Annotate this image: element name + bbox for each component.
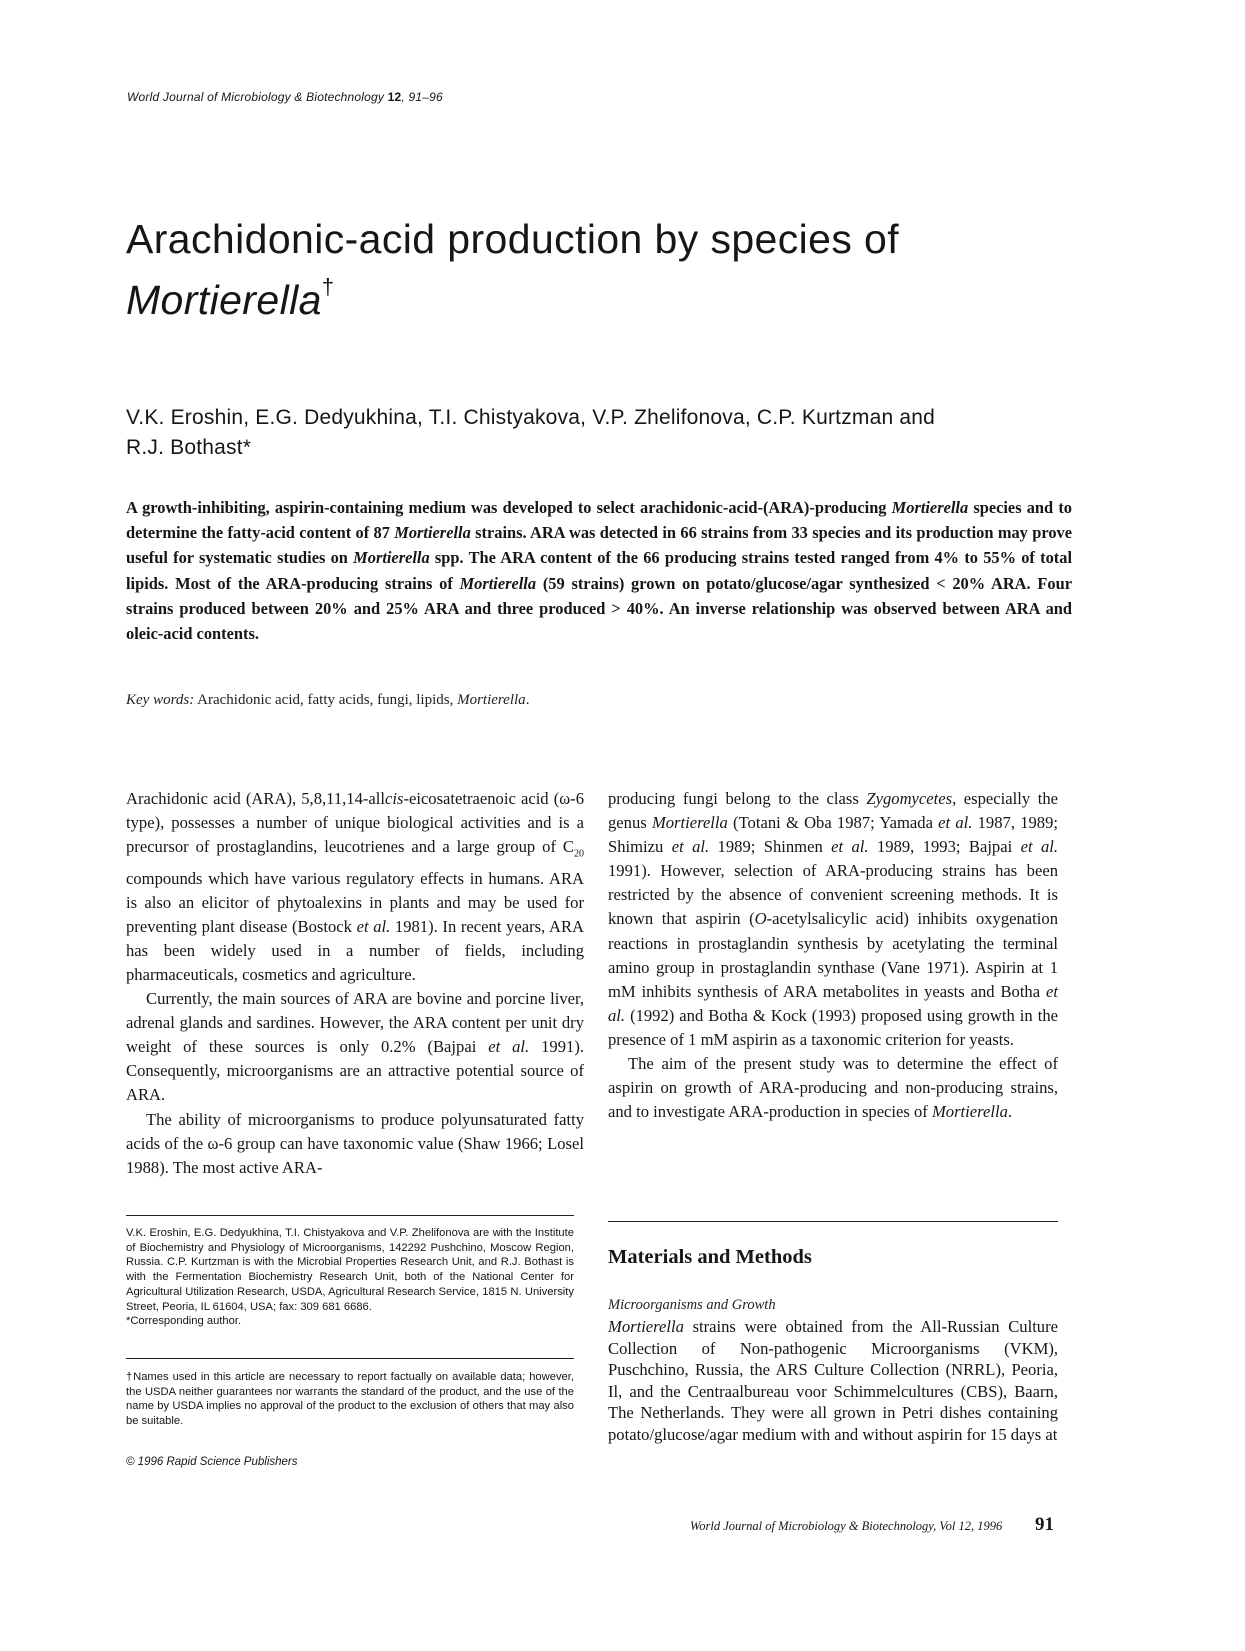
body-paragraph: Currently, the main sources of ARA are bovine and porcine liver, adrenal glands and sardines. However, the ARA content per unit dry weight of these sources is only 0.2% (Bajpai et al. 1991). Consequently, microorganisms are an attractive potential source of ARA. (126, 989, 584, 1105)
keywords-label: Key words: (126, 692, 195, 708)
running-head-volume: 12 (387, 90, 402, 104)
body-paragraph: The ability of microorganisms to produce polyunsaturated fatty acids of the ω-6 group can have taxonomic value (Shaw 1966; Losel 1988). The most active ARA- (126, 1109, 584, 1177)
paper-title (126, 215, 1126, 324)
footnote-divider (126, 1358, 574, 1359)
corresponding-author-note: *Corresponding author. (126, 1315, 242, 1328)
disclaimer-footnote: †Names used in this article are necessary to report factually on available data; however, the USDA neither guarantees nor warrants the standard of the product, and the use of the name by USDA implies no approval of the product to the exclusion of others that may also be suitable. (126, 1371, 574, 1428)
body-paragraph: Arachidonic acid (ARA), 5,8,11,14-allcis-eicosatetraenoic acid (ω-6 type), possesses a number of unique biological activities and is a precursor of prostaglandins, leucotrienes and a large group of $C_{20}$ compounds which have various regulatory effects in humans. ARA is also an elicitor of phytoalexins in plants and may be used for preventing plant disease (Bostock et al. 1981). In recent years, ARA has been widely used in a number of fields, including pharmaceuticals, cosmetics and agriculture. (126, 789, 584, 984)
section-rule (608, 1221, 1058, 1222)
abstract: A growth-inhibiting, aspirin-containing medium was developed to select arachidonic-acid-(ARA)-producing Mortierella species and to determine the fatty-acid content of 87 Mortierella strains. ARA was detected in 66 strains from 33 species and its production may prove useful for systematic studies on Mortierella spp. The ARA content of the 66 producing strains tested ranged from 4% to 55% of total lipids. Most of the ARA-producing strains of Mortierella (59 strains) grown on potato/glucose/agar synthesized < 20% ARA. Four strains produced between 20% and 25% ARA and three produced > 40%. An inverse relationship was observed between ARA and oleic-acid contents. (126, 498, 1072, 644)
running-head (127, 90, 443, 104)
methods-paragraph: Mortierella strains were obtained from the All-Russian Culture Collection of Non-pathogenic Microorganisms (VKM), Puschchino, Russia, the ARS Culture Collection (NRRL), Peoria, Il, and the Centraalbureau voor Schimmelcultures (CBS), Baarn, The Netherlands. They were all grown in Petri dishes containing potato/glucose/agar medium with and without aspirin for 15 days at (608, 1317, 1058, 1444)
running-head-pages: , 91–96 (401, 90, 443, 104)
keywords: Key words: Arachidonic acid, fatty acids, fungi, lipids, Mortierella. (126, 692, 530, 708)
body-paragraph: The aim of the present study was to determine the effect of aspirin on growth of ARA-producing and non-producing strains, and to investigate ARA-production in species of Mortierella. (608, 1054, 1058, 1122)
page-number: 91 (1035, 1514, 1054, 1535)
subsection-heading: Microorganisms and Growth (608, 1297, 776, 1313)
body-column-left (126, 787, 584, 1180)
footer-journal: World Journal of Microbiology & Biotechnology, Vol 12, 1996 (690, 1519, 1003, 1533)
copyright-notice: © 1996 Rapid Science Publishers (126, 1456, 298, 1468)
authors-line-1: V.K. Eroshin, E.G. Dedyukhina, T.I. Chistyakova, V.P. Zhelifonova, C.P. Kurtzman and (126, 406, 936, 429)
section-heading: Materials and Methods (608, 1246, 812, 1268)
authors-line-2: R.J. Bothast* (126, 436, 252, 459)
title-dagger: † (321, 274, 335, 299)
running-head-journal: World Journal of Microbiology & Biotechnology (127, 90, 385, 104)
body-paragraph: producing fungi belong to the class Zygomycetes, especially the genus Mortierella (Totani & Oba 1987; Yamada et al. 1987, 1989; Shimizu et al. 1989; Shinmen et al. 1989, 1993; Bajpai et al. 1991). However, selection of ARA-producing strains has been restricted by the absence of convenient screening methods. It is known that aspirin (O-acetylsalicylic acid) inhibits oxygenation reactions in prostaglandin synthesis by acetylating the terminal amino group in prostaglandin synthase (Vane 1971). Aspirin at 1 mM inhibits synthesis of ARA metabolites in yeasts and Botha et al. (1992) and Botha & Kock (1993) proposed using growth in the presence of 1 mM aspirin as a taxonomic criterion for yeasts. (608, 789, 1059, 1049)
author-list (126, 403, 1086, 463)
title-line-1: Arachidonic-acid production by species of (126, 216, 900, 262)
title-genus: Mortierella (126, 277, 322, 323)
body-column-right (608, 787, 1058, 1124)
affiliation-footnote: V.K. Eroshin, E.G. Dedyukhina, T.I. Chistyakova and V.P. Zhelifonova are with the Institute of Biochemistry and Physiology of Microorganisms, 142292 Pushchino, Moscow Region, Russia. C.P. Kurtzman is with the Microbial Properties Research Unit, and R.J. Bothast is with the Fermentation Biochemistry Research Unit, both of the National Center for Agricultural Utilization Research, USDA, Agricultural Research Service, 1815 N. University Street, Peoria, IL 61604, USA; fax: 309 681 6686. *Corresponding author. (126, 1227, 574, 1328)
footnote-rule (126, 1215, 574, 1216)
